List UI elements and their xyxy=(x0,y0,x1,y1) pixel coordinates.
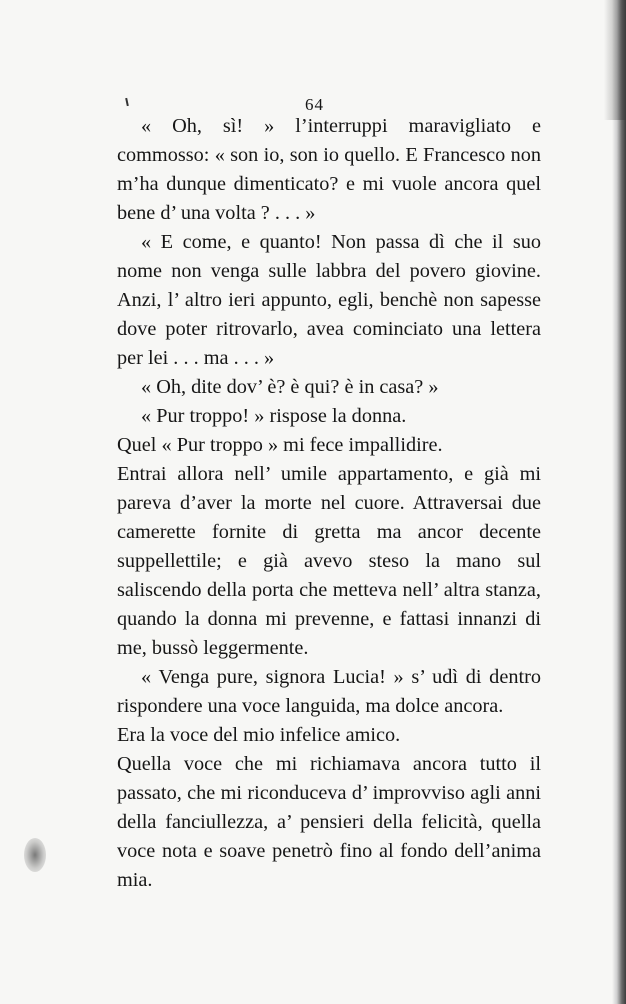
paragraph: « Venga pure, signora Lucia! » s’ udì di dentro rispondere una voce languida, ma dolce ancora. xyxy=(117,666,541,717)
page-body-text xyxy=(117,112,541,895)
paragraph: « E come, e quanto! Non passa dì che il suo nome non venga sulle labbra del povero giovine. Anzi, l’ altro ieri appunto, egli, benchè non sapesse dove poter ritrovarlo, avea cominciato una lettera per lei . . . ma . . . » xyxy=(117,231,541,369)
paragraph: Era la voce del mio infelice amico. xyxy=(117,724,401,746)
paragraph: « Pur troppo! » rispose la donna. xyxy=(141,405,407,427)
margin-mark xyxy=(125,98,129,106)
ink-smudge xyxy=(24,838,46,872)
paragraph: Quel « Pur troppo » mi fece impallidire. xyxy=(117,434,443,456)
scan-page-edge xyxy=(612,0,626,1004)
page-number: 64 xyxy=(305,95,324,114)
paragraph: Quella voce che mi richiamava ancora tutto il passato, che mi riconduceva d’ improvviso agli anni della fanciullezza, a’ pensieri della felicità, quella voce nota e soave penetrò fino al fondo dell’anima mia. xyxy=(117,753,541,891)
paragraph: Entrai allora nell’ umile appartamento, e già mi pareva d’aver la morte nel cuore. Attraversai due camerette fornite di gretta ma ancor decente suppellettile; e già avevo steso la mano sul saliscendo della porta che metteva nell’ altra stanza, quando la donna mi prevenne, e fattasi innanzi di me, bussò leggermente. xyxy=(117,463,541,659)
scan-page-edge-shadow xyxy=(604,0,626,120)
paragraph: « Oh, sì! » l’interruppi maravigliato e commosso: « son io, son io quello. E Francesco non m’ha dunque dimenticato? e mi vuole ancora quel bene d’ una volta ? . . . » xyxy=(117,115,541,224)
paragraph: « Oh, dite dov’ è? è qui? è in casa? » xyxy=(141,376,439,398)
